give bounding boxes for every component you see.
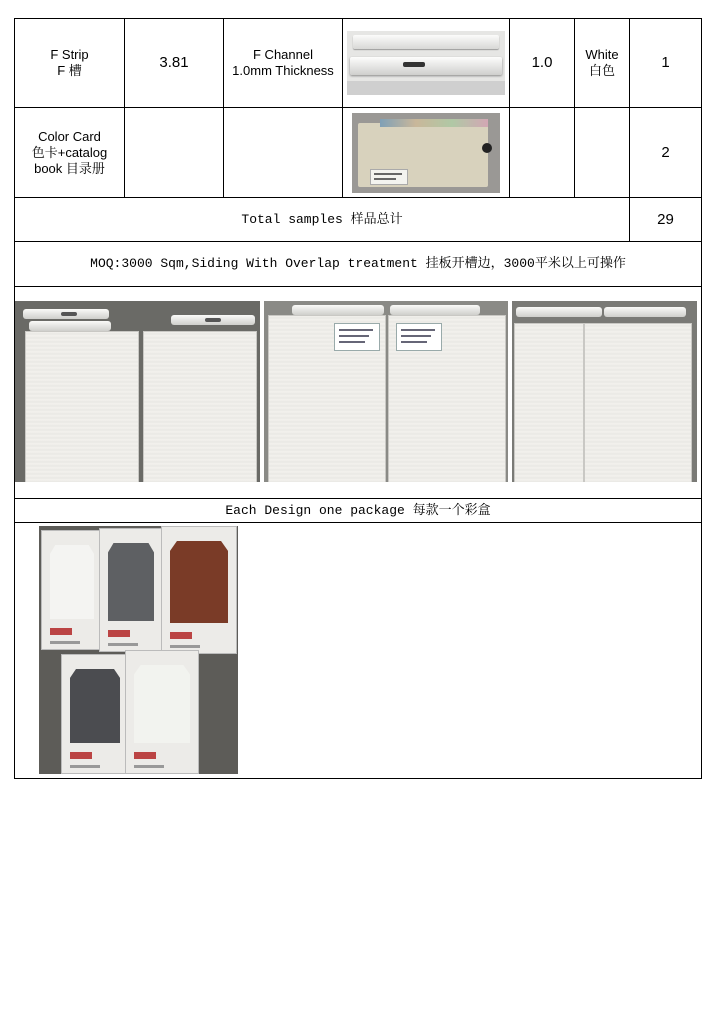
f-channel-photo	[347, 31, 505, 95]
item-name-line3: book 目录册	[34, 160, 105, 176]
total-value: 29	[657, 210, 674, 228]
item-spec-line1: F Channel	[253, 47, 313, 62]
siding-photos-cell	[15, 287, 702, 499]
item-color-cell	[575, 19, 630, 108]
item-color: White	[585, 47, 619, 62]
item-thickness: 1.0	[531, 54, 553, 71]
package-boxes-photo	[39, 526, 238, 774]
package-text: Each Design one package 每款一个彩盒	[15, 499, 702, 523]
total-label: Total samples 样品总计	[15, 198, 630, 242]
item-name-cell	[15, 19, 125, 108]
package-header-row	[15, 499, 702, 523]
empty-cell	[224, 108, 343, 198]
item-qty: 2	[661, 143, 670, 161]
empty-cell	[510, 108, 575, 198]
package-photo-cell	[15, 523, 702, 779]
item-photo-cell	[343, 108, 510, 198]
item-name-line1: Color Card	[38, 128, 101, 144]
item-qty-cell	[630, 108, 702, 198]
item-photo-cell	[343, 19, 510, 108]
item-name-cell	[15, 108, 125, 198]
color-card-photo	[352, 113, 500, 193]
item-name: F Strip	[50, 47, 89, 62]
siding-sample-photo	[264, 301, 508, 482]
total-value-cell	[630, 198, 702, 242]
moq-text: MOQ:3000 Sqm,Siding With Overlap treatment 挂板开槽边，3000平米以上可操作	[15, 242, 702, 287]
siding-sample-photo	[15, 301, 260, 482]
table-row	[15, 19, 702, 108]
item-value: 3.81	[159, 54, 189, 71]
total-row	[15, 198, 702, 242]
siding-photos-row	[15, 287, 702, 499]
item-qty: 1	[661, 54, 670, 71]
item-name-cn: F 槽	[57, 63, 82, 78]
item-spec-line2: 1.0mm Thickness	[232, 63, 334, 78]
item-color-cn: 白色	[588, 63, 615, 78]
table-row	[15, 108, 702, 198]
item-thickness-cell	[510, 19, 575, 108]
moq-row	[15, 242, 702, 287]
item-name-line2: 色卡+catalog	[31, 144, 108, 160]
item-qty-cell	[630, 19, 702, 108]
samples-table	[14, 18, 702, 779]
item-spec-cell	[224, 19, 343, 108]
item-value-cell	[125, 19, 224, 108]
package-photo-row	[15, 523, 702, 779]
empty-cell	[575, 108, 630, 198]
siding-sample-photo	[512, 301, 697, 482]
empty-cell	[125, 108, 224, 198]
